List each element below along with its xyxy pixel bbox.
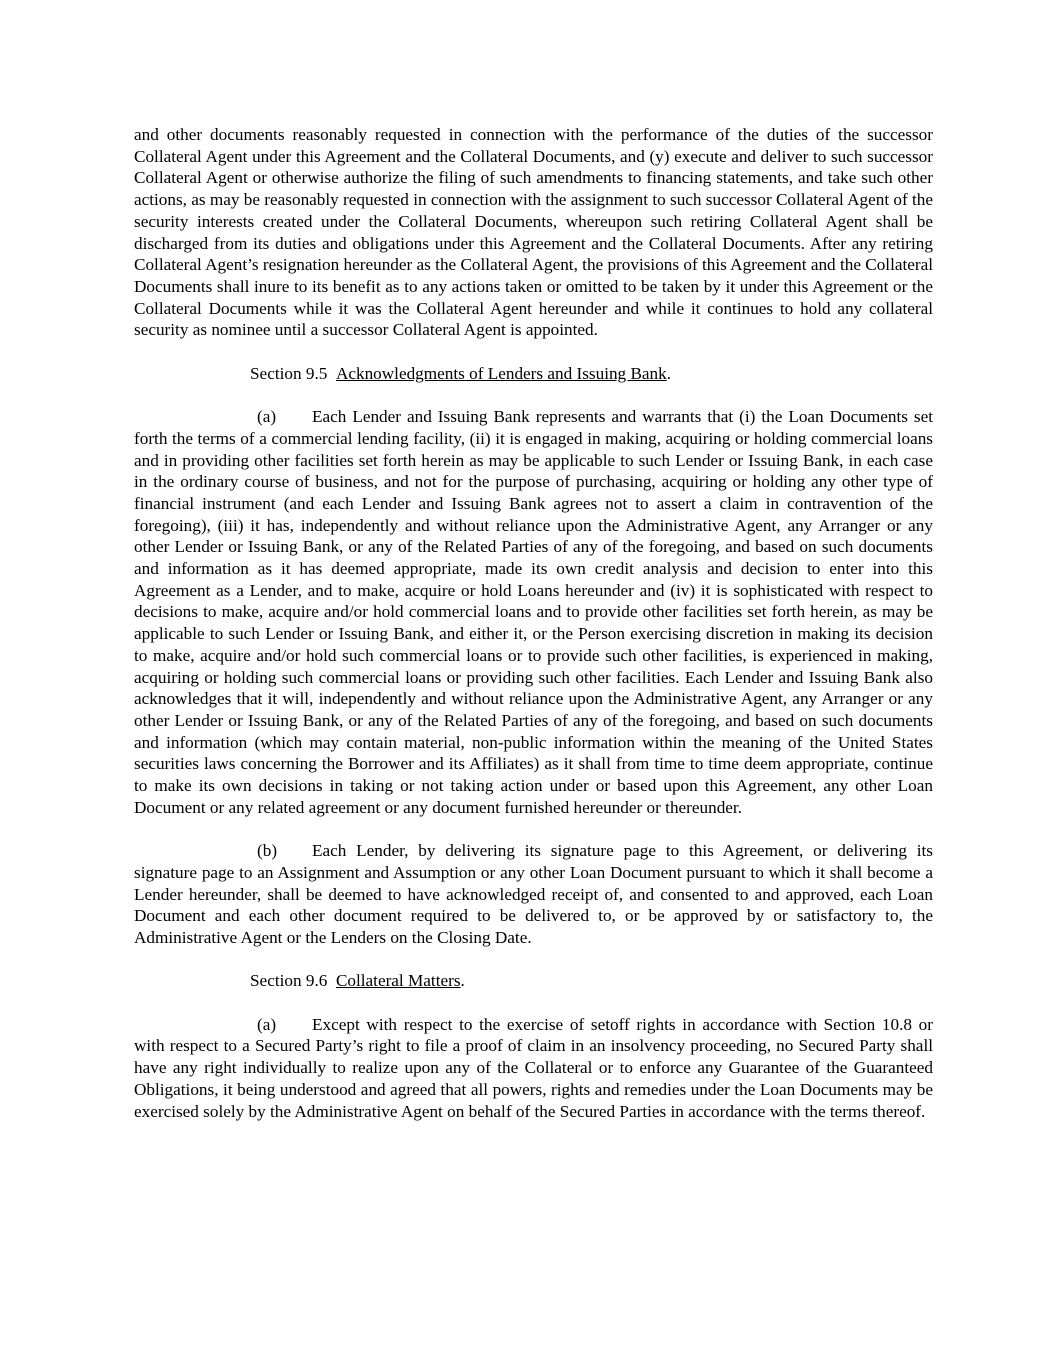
section-9-5-paragraph-a bbox=[134, 406, 933, 818]
section-9-6-paragraph-a bbox=[134, 1014, 933, 1123]
paragraph-marker-b: (b) bbox=[257, 841, 278, 861]
section-9-6-heading bbox=[134, 970, 933, 992]
section-9-5-title: Acknowledgments of Lenders and Issuing Bank bbox=[335, 363, 667, 383]
paragraph-marker-a: (a) bbox=[257, 1014, 277, 1034]
section-9-5-number: Section 9.5 bbox=[250, 363, 328, 383]
continuation-paragraph: and other documents reasonably requested in connection with the performance of the duties of the successor Collateral Agent under this Agreement and the Collateral Documents, and (y) execute and deliver to such successor Collateral Agent or otherwise authorize the filing of such amendments to financing statements, and take such other actions, as may be reasonably requested in connection with the assignment to such successor Collateral Agent of the security interests created under the Collateral Documents, whereupon such retiring Collateral Agent shall be discharged from its duties and obligations under this Agreement and the Collateral Documents. After any retiring Collateral Agent’s resignation hereunder as the Collateral Agent, the provisions of this Agreement and the Collateral Documents shall inure to its benefit as to any actions taken or omitted to be taken by it under this Agreement or the Collateral Documents while it was the Collateral Agent hereunder and while it continues to hold any collateral security as nominee until a successor Collateral Agent is appointed. bbox=[134, 125, 934, 340]
paragraph-text-b: Each Lender, by delivering its signature page to this Agreement, or delivering its signature page to an Assignment and Assumption or any other Loan Document pursuant to which it shall become a Lender hereunder, shall be deemed to have acknowledged receipt of, and consented to and approved, each Loan Document and each other document required to be delivered to, or be approved by or satisfactory to, the Administrative Agent or the Lenders on the Closing Date. bbox=[134, 841, 933, 947]
paragraph-text-a: Each Lender and Issuing Bank represents and warrants that (i) the Loan Documents set forth the terms of a commercial lending facility, (ii) it is engaged in making, acquiring or holding commercial loans and in providing other facilities set forth herein as may be applicable to such Lender or Issuing Bank, in each case in the ordinary course of business, and not for the purpose of purchasing, acquiring or holding any other type of financial instrument (and each Lender and Issuing Bank agrees not to assert a claim in contravention of the foregoing), (iii) it has, independently and without reliance upon the Administrative Agent, any Arranger or any other Lender or Issuing Bank, or any of the Related Parties of any of the foregoing, and based on such documents and information as it has deemed appropriate, made its own credit analysis and decision to enter into this Agreement as a Lender, and to make, acquire or hold Loans hereunder and (iv) it is sophisticated with respect to decisions to make, acquire and/or hold commercial loans and to provide other facilities set forth herein, as may be applicable to such Lender or Issuing Bank, and either it, or the Person exercising discretion in making its decision to make, acquire and/or hold such commercial loans or to provide such other facilities, is experienced in making, acquiring or holding such commercial loans or providing such other facilities. Each Lender and Issuing Bank also acknowledges that it will, independently and without reliance upon the Administrative Agent, any Arranger or any other Lender or Issuing Bank, or any of the Related Parties of any of the foregoing, and based on such documents and information (which may contain material, non-public information within the meaning of the United States securities laws concerning the Borrower and its Affiliates) as it shall from time to time deem appropriate, continue to make its own decisions in taking or not taking action under or based upon this Agreement, any other Loan Document or any related agreement or any document furnished hereunder or thereunder. bbox=[134, 407, 933, 817]
section-9-5-period: . bbox=[666, 363, 672, 383]
paragraph-text-a: Except with respect to the exercise of setoff rights in accordance with Section 10.8 or with respect to a Secured Party’s right to file a proof of claim in an insolvency proceeding, no Secured Party shall have any right individually to realize upon any of the Collateral or to enforce any Guarantee of the Guaranteed Obligations, it being understood and agreed that all powers, rights and remedies under the Loan Documents may be exercised solely by the Administrative Agent on behalf of the Secured Parties in accordance with the terms thereof. bbox=[134, 1014, 933, 1121]
section-9-5-heading bbox=[134, 363, 933, 385]
section-9-6-period: . bbox=[460, 971, 465, 991]
section-9-6-title: Collateral Matters bbox=[335, 971, 461, 991]
section-9-5-paragraph-b bbox=[134, 840, 933, 949]
section-9-6-number: Section 9.6 bbox=[250, 971, 328, 991]
document-body bbox=[134, 124, 933, 1122]
paragraph-marker-a: (a) bbox=[257, 407, 277, 427]
